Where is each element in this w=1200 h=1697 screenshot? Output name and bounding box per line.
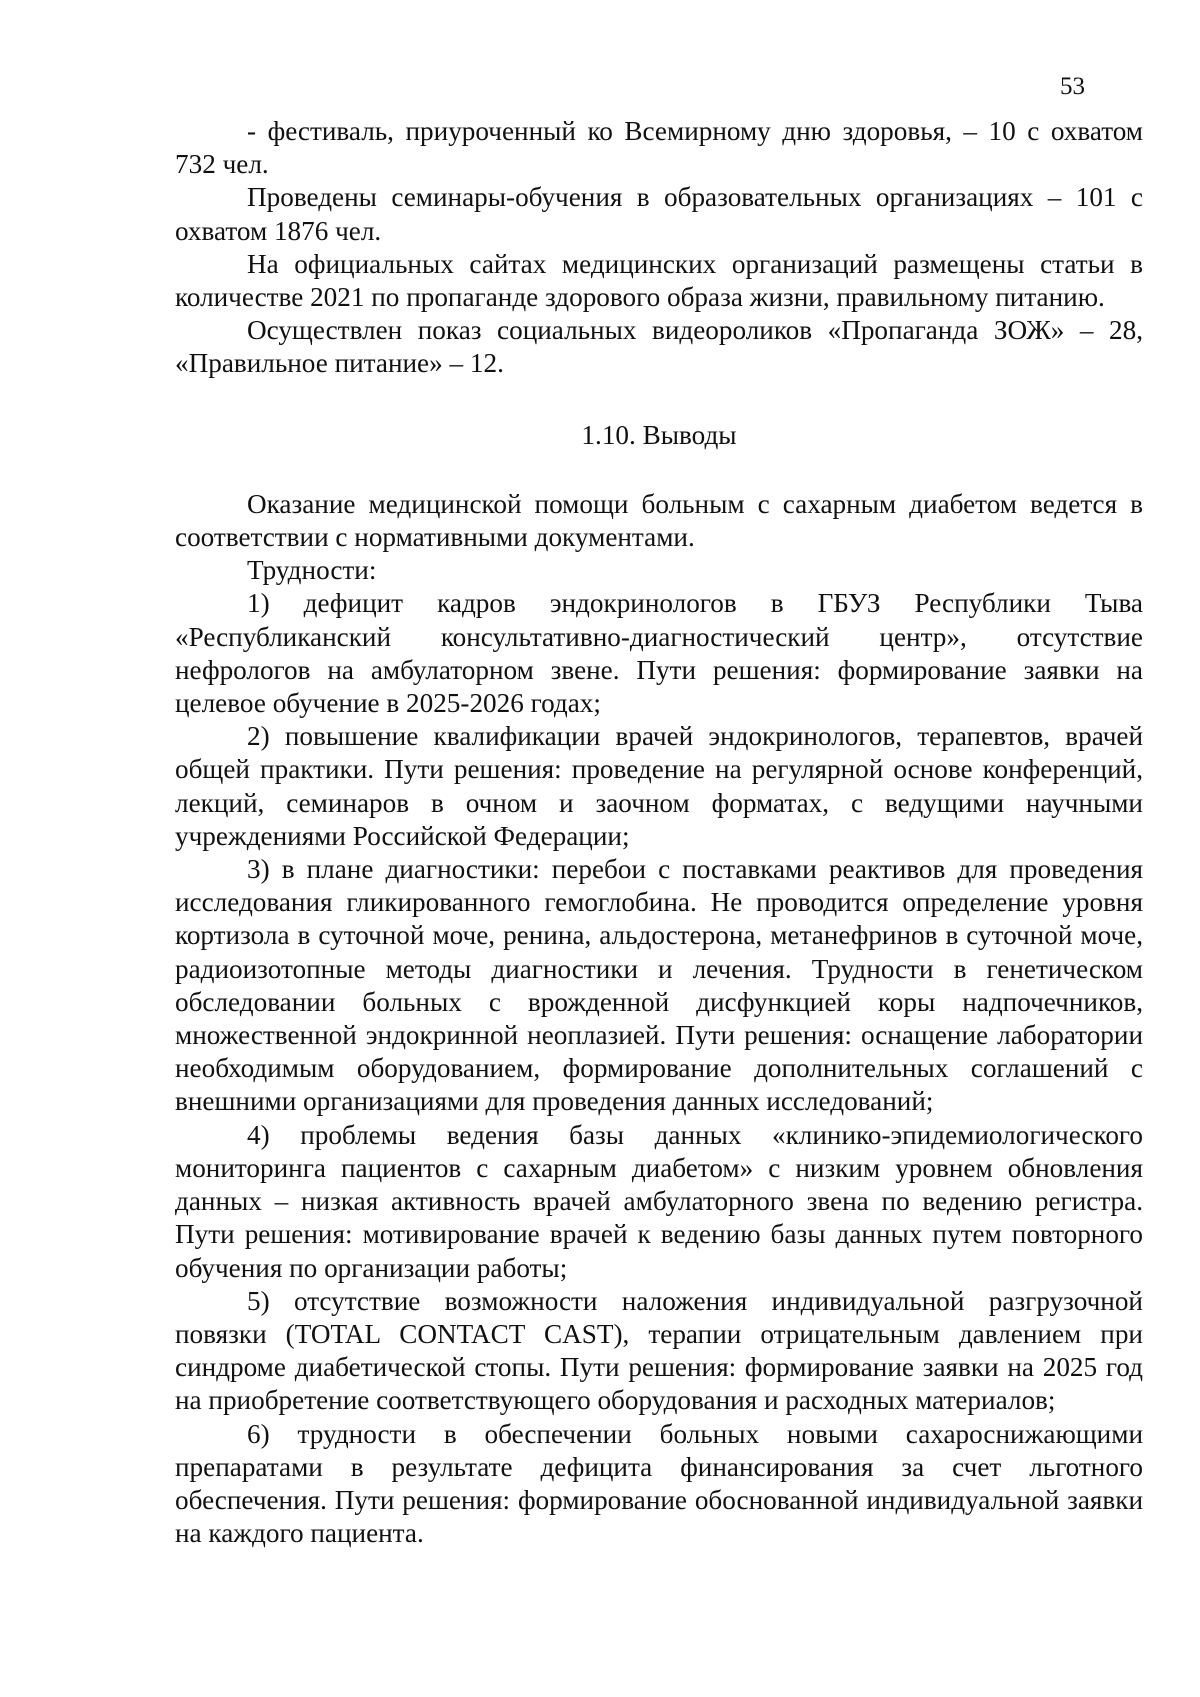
body-paragraph: Осуществлен показ социальных видеороликов «Пропаганда ЗОЖ» – 28, «Правильное питание» – 12. (175, 315, 1143, 379)
list-item: 2) повышение квалификации врачей эндокринологов, терапевтов, врачей общей практики. Пути решения: проведение на регулярной основе конференций, лекций, семинаров в очном и заочном форматах, с ведущими научными учреждениями Российской Федерации; (175, 721, 1143, 851)
body-paragraph: Оказание медицинской помощи больным с сахарным диабетом ведется в соответствии с нормативными документами. (175, 488, 1143, 553)
page-number: 53 (1060, 73, 1085, 100)
list-item: 1) дефицит кадров эндокринологов в ГБУЗ Республики Тыва «Республиканский консультативно-диагностический центр», отсутствие нефрологов на амбулаторном звене. Пути решения: формирование заявки на целевое обучение в 2025-2026 годах; (175, 588, 1143, 719)
list-item: 3) в плане диагностики: перебои с поставками реактивов для проведения исследования гликированного гемоглобина. Не проводится определение уровня кортизола в суточной моче, ренина, альдостерона, метанефринов в суточной моче, радиоизотопные методы диагностики и лечения. Трудности в генетическом обследовании больных с врожденной дисфункцией коры надпочечников, множественной эндокринной неоплазией. Пути решения: оснащение лаборатории необходимым оборудованием, формирование дополнительных соглашений с внешними организациями для проведения данных исследований; (175, 854, 1143, 1117)
difficulties-label: Трудности: (247, 555, 377, 586)
document-body (175, 115, 1143, 1550)
body-paragraph: Проведены семинары-обучения в образовательных организациях – 101 с охватом 1876 чел. (175, 182, 1143, 246)
list-item: 4) проблемы ведения базы данных «клинико-эпидемиологического мониторинга пациентов с сахарным диабетом» с низким уровнем обновления данных – низкая активность врачей амбулаторного звена по ведению регистра. Пути решения: мотивирование врачей к ведению базы данных путем повторного обучения по организации работы; (175, 1119, 1143, 1283)
list-item: 6) трудности в обеспечении больных новыми сахароснижающими препаратами в результате дефицита финансирования за счет льготного обеспечения. Пути решения: формирование обоснованной индивидуальной заявки на каждого пациента. (175, 1418, 1143, 1549)
body-paragraph: - фестиваль, приуроченный ко Всемирному дню здоровья, – 10 с охватом 732 чел. (175, 116, 1143, 180)
list-item: 5) отсутствие возможности наложения индивидуальной разгрузочной повязки (TOTAL CONTACT CAST), терапии отрицательным давлением при синдроме диабетической стопы. Пути решения: формирование заявки на 2025 год на приобретение соответствующего оборудования и расходных материалов; (175, 1285, 1143, 1416)
body-paragraph: На официальных сайтах медицинских организаций размещены статьи в количестве 2021 по пропаганде здорового образа жизни, правильному питанию. (175, 248, 1143, 313)
section-heading: 1.10. Выводы (581, 419, 737, 450)
